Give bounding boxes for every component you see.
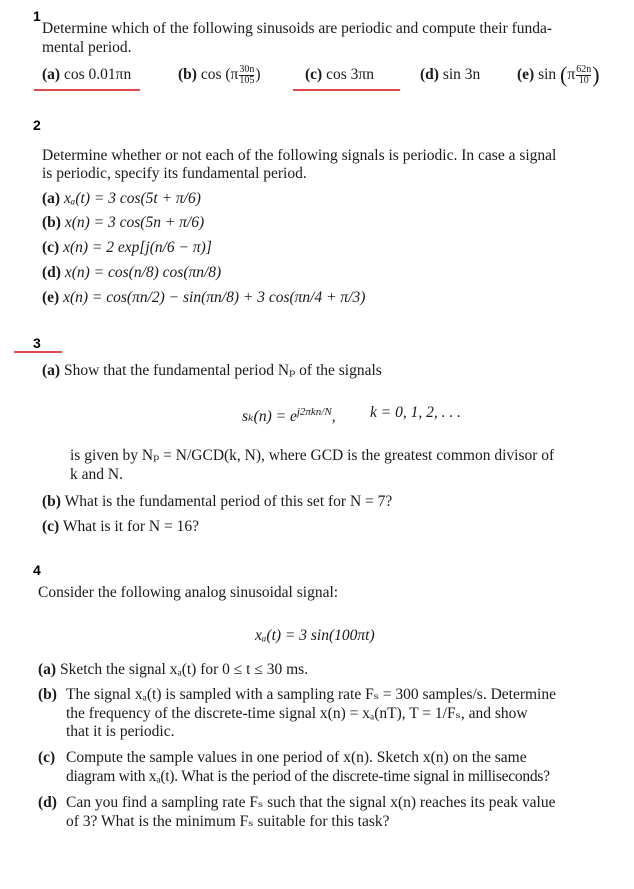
- question-number-1: 1: [33, 8, 41, 24]
- q4-c-line1: Compute the sample values in one period of x(n). Sketch x(n) on the same: [66, 749, 527, 766]
- q2-b-label: (b): [42, 214, 61, 231]
- question-number-4: 4: [33, 562, 41, 578]
- q3-eq-range: k = 0, 1, 2, . . .: [370, 404, 461, 421]
- q1-d-label: (d): [420, 66, 439, 83]
- q4-b-label: (b): [38, 686, 57, 703]
- q1-item-e: [517, 62, 600, 88]
- q2-c-expr: x(n) = 2 exp[j(n/6 − π)]: [63, 239, 212, 256]
- q1-b-frac-num: 30n: [239, 64, 255, 75]
- q2-item-b: [42, 213, 204, 232]
- q1-e-label: (e): [517, 66, 535, 84]
- q1-d-expr: sin 3n: [442, 66, 481, 83]
- q3-c-label: (c): [42, 518, 60, 535]
- q3-given-line2: k and N.: [70, 466, 123, 483]
- q1-e-prefix: sin: [538, 66, 557, 84]
- q2-item-d: [42, 263, 221, 282]
- q3-a-label: (a): [42, 362, 61, 379]
- q1-b-suffix: ): [255, 66, 261, 84]
- q1-b-label: (b): [178, 66, 197, 84]
- q1-a-label: (a): [42, 66, 61, 83]
- q3-eq-left: sₖ(n) = e: [242, 408, 297, 426]
- q4-d-label: (d): [38, 794, 57, 811]
- q2-d-label: (d): [42, 264, 61, 281]
- q2-prompt-line1: Determine whether or not each of the following signals is periodic. In case a signal: [42, 147, 557, 164]
- q3-item-a: [42, 361, 382, 380]
- q3-eq-exponent: j2πkn/N: [296, 406, 332, 418]
- q3-b-text: What is the fundamental period of this set for N = 7?: [64, 493, 393, 510]
- q4-c-line2: diagram with xₐ(t). What is the period of the discrete-time signal in milliseconds?: [66, 768, 550, 785]
- q3-item-c: [42, 517, 199, 536]
- q4-d-line1: Can you find a sampling rate Fₛ such that the signal x(n) reaches its peak value: [66, 794, 556, 811]
- q1-b-fraction: [239, 65, 254, 86]
- q1-prompt-line1: Determine which of the following sinusoids are periodic and compute their funda-: [42, 20, 553, 37]
- q1-c-label: (c): [305, 66, 323, 83]
- q2-item-c: [42, 238, 212, 257]
- q4-a-text: Sketch the signal xₐ(t) for 0 ≤ t ≤ 30 ms.: [59, 661, 309, 678]
- q1-prompt-line2: mental period.: [42, 39, 132, 56]
- q1-a-expr: cos 0.01πn: [63, 66, 132, 83]
- q4-a-label: (a): [38, 661, 57, 678]
- q4-c-label: (c): [38, 749, 56, 766]
- q2-prompt-line2: is periodic, specify its fundamental period.: [42, 165, 307, 182]
- q4-d-line2: of 3? What is the minimum Fₛ suitable for this task?: [66, 813, 390, 830]
- q1-item-a: [42, 65, 131, 84]
- q3-given-line1: is given by Nₚ = N/GCD(k, N), where GCD is the greatest common divisor of: [70, 447, 555, 464]
- q4-prompt: Consider the following analog sinusoidal signal:: [38, 584, 339, 601]
- q2-a-label: (a): [42, 190, 61, 207]
- q1-e-frac-den: 10: [578, 75, 589, 86]
- q3-equation: [242, 403, 336, 426]
- q1-b-prefix: cos (π: [200, 66, 239, 84]
- q4-item-a: [38, 660, 308, 679]
- q1-e-open-paren: (: [560, 62, 568, 88]
- q3-item-b: [42, 492, 392, 511]
- red-underline-q1c: [293, 89, 400, 91]
- q1-e-pi: π: [567, 66, 576, 84]
- question-number-3: 3: [33, 335, 41, 351]
- q4-equation: xₐ(t) = 3 sin(100πt): [255, 627, 375, 644]
- q1-item-c: [305, 65, 374, 84]
- q3-a-text: Show that the fundamental period Nₚ of the signals: [63, 362, 382, 379]
- q1-item-b: [178, 65, 261, 86]
- q2-e-expr: x(n) = cos(πn/2) − sin(πn/8) + 3 cos(πn/4 + π/3): [63, 289, 366, 306]
- q4-b-line1: The signal xₐ(t) is sampled with a sampling rate Fₛ = 300 samples/s. Determine: [66, 686, 556, 703]
- q2-d-expr: x(n) = cos(n/8) cos(πn/8): [64, 264, 222, 281]
- q1-b-frac-den: 105: [239, 75, 255, 86]
- q4-b-line3: that it is periodic.: [66, 723, 175, 740]
- q2-b-expr: x(n) = 3 cos(5n + π/6): [64, 214, 205, 231]
- q1-item-d: [420, 65, 480, 84]
- question-number-2: 2: [33, 117, 41, 133]
- red-underline-q1a: [34, 89, 140, 91]
- red-underline-q3: [14, 351, 62, 353]
- q3-eq-comma: ,: [331, 408, 336, 426]
- q2-c-label: (c): [42, 239, 60, 256]
- q1-e-frac-num: 62n: [576, 64, 592, 75]
- q2-item-e: [42, 288, 365, 307]
- q1-c-expr: cos 3πn: [326, 66, 374, 83]
- q4-b-line2: the frequency of the discrete-time signal x(n) = xₐ(nT), T = 1/Fₛ, and show: [66, 705, 528, 722]
- q3-c-text: What is it for N = 16?: [62, 518, 199, 535]
- q2-a-expr: xₐ(t) = 3 cos(5t + π/6): [63, 190, 201, 207]
- q1-e-close-paren: ): [592, 62, 600, 88]
- q3-b-label: (b): [42, 493, 61, 510]
- q2-item-a: [42, 189, 201, 208]
- q2-e-label: (e): [42, 289, 60, 306]
- q1-e-fraction: [576, 65, 591, 86]
